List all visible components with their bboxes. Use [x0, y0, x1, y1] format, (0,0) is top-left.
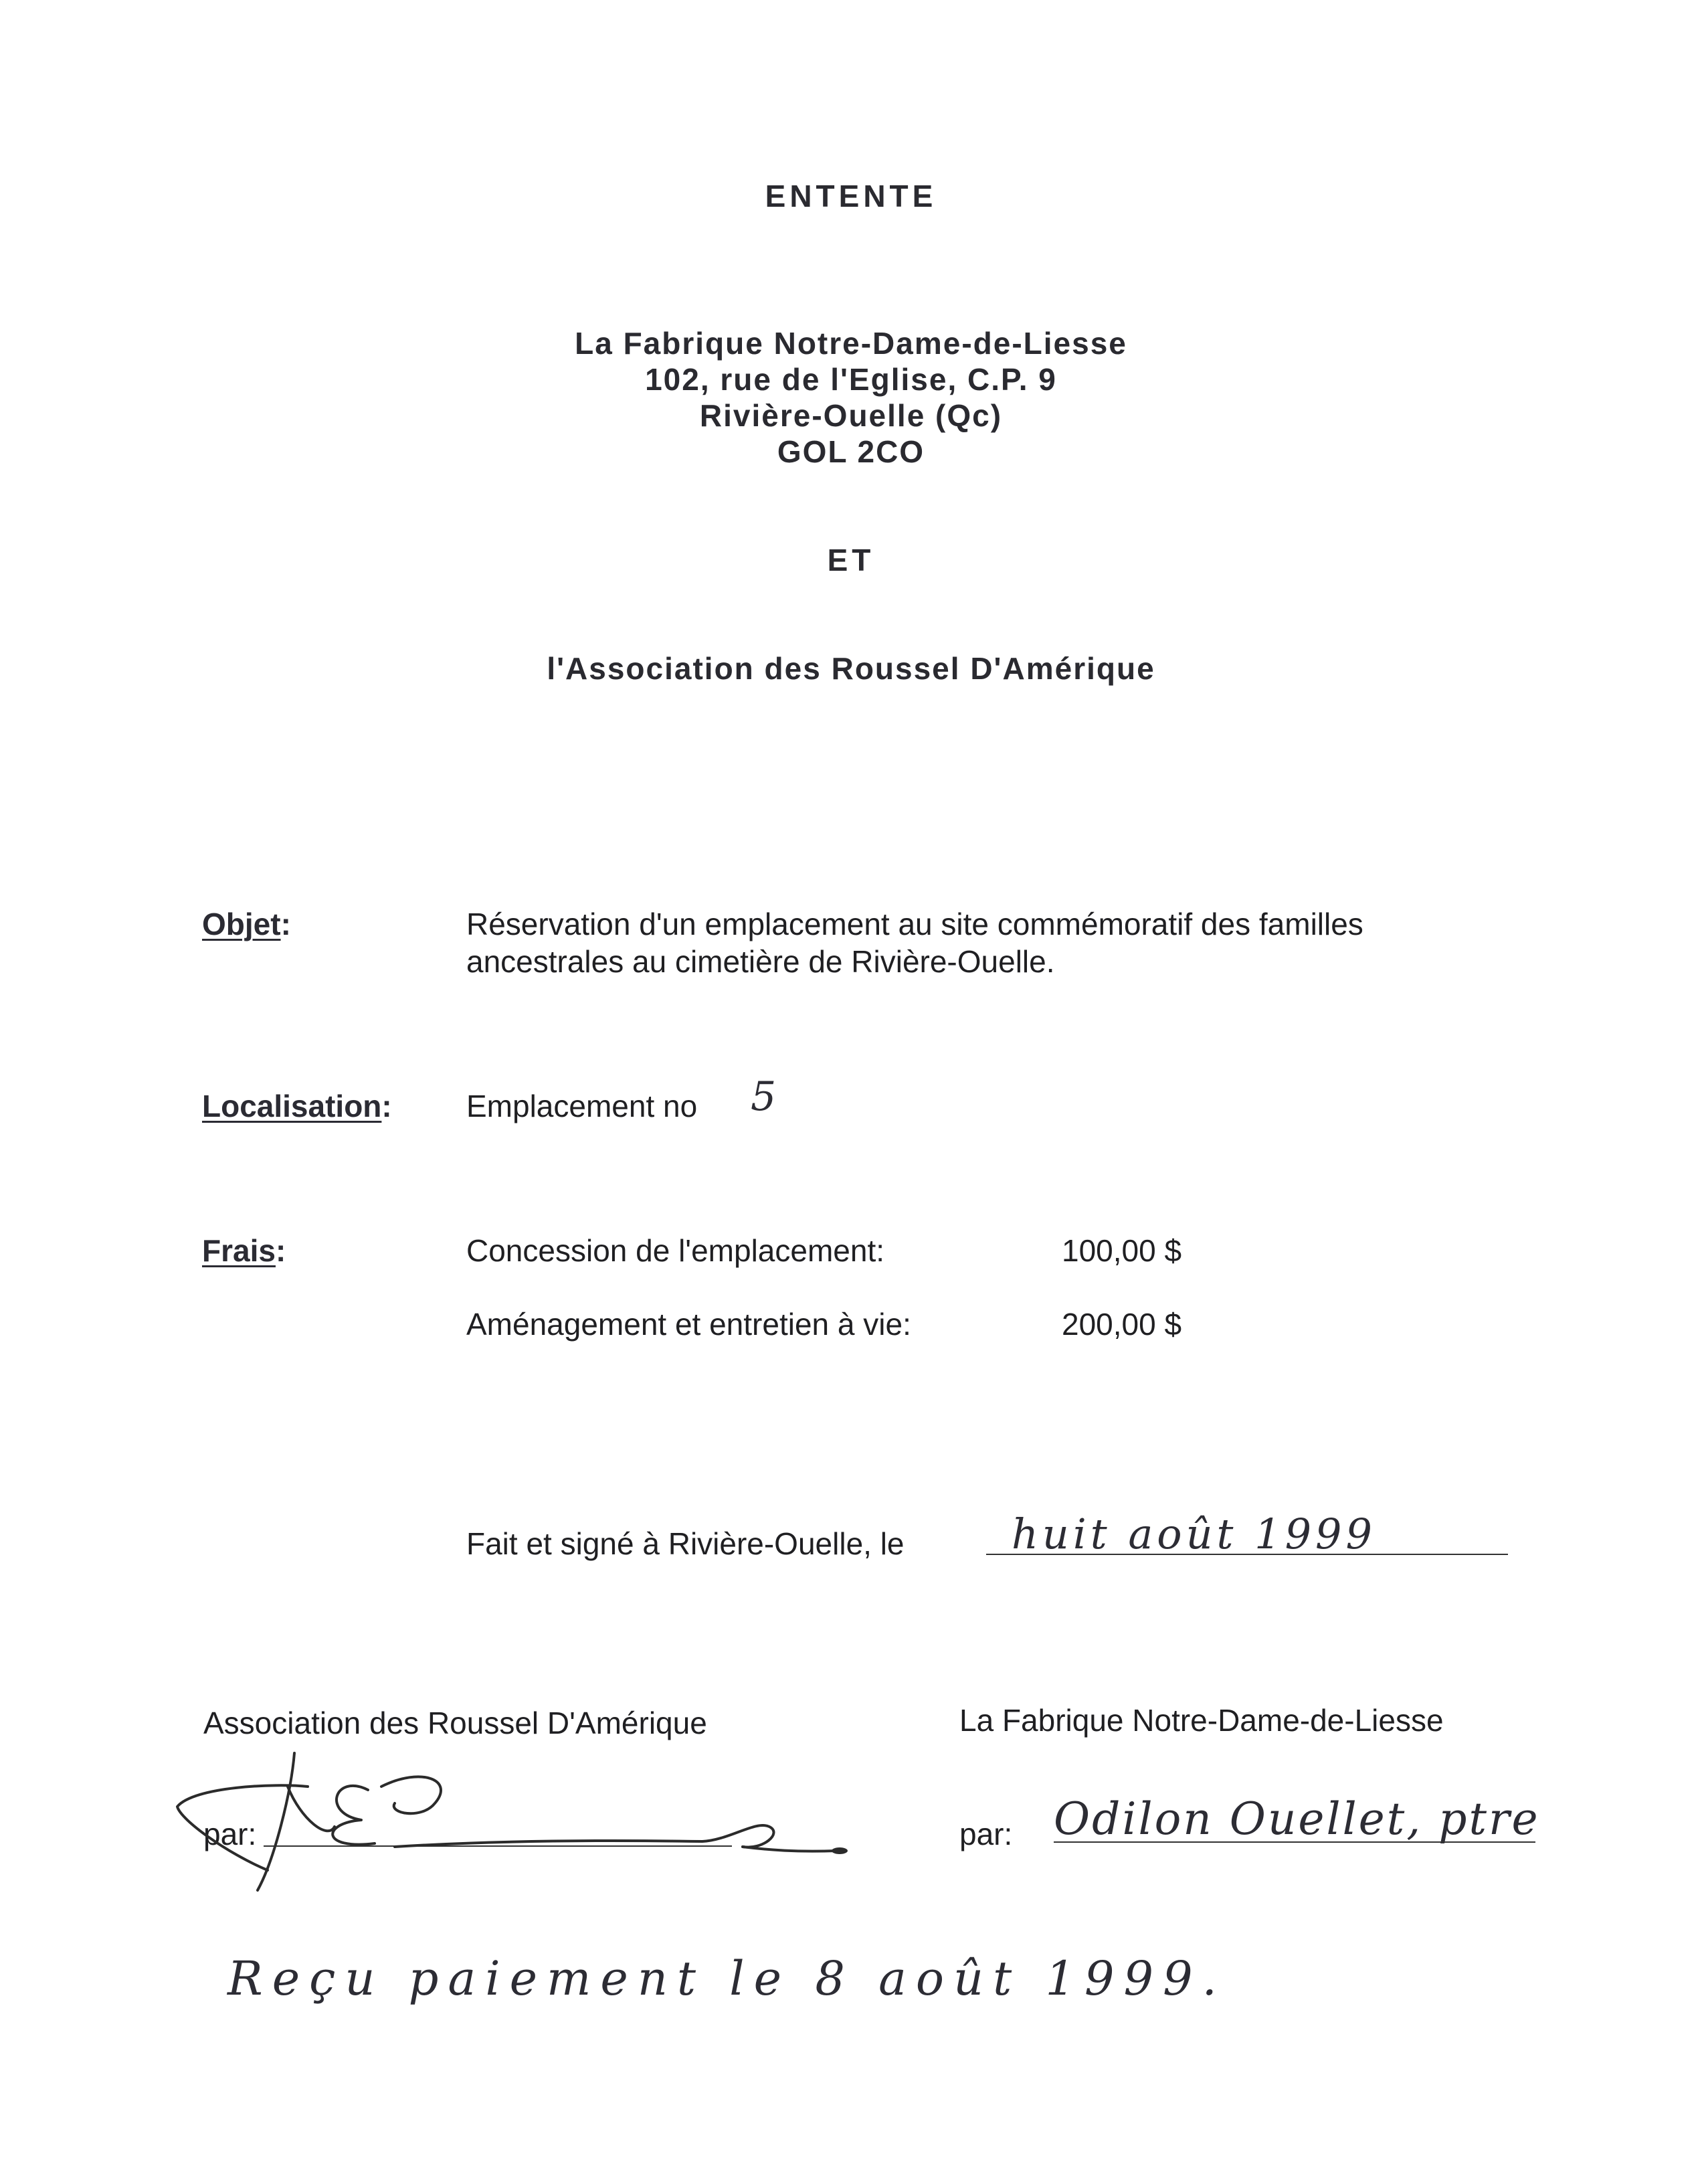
location-colon: :	[381, 1089, 392, 1123]
fee-item-amount: 100,00 $	[1062, 1233, 1182, 1268]
signed-date-handwritten: huit août 1999	[1012, 1510, 1376, 1558]
object-line-1: Réservation d'un emplacement au site commémoratif des familles	[466, 907, 1363, 941]
left-par-label: par:	[203, 1817, 257, 1851]
conjunction: ET	[827, 543, 875, 577]
location-label-group	[202, 1088, 392, 1124]
object-label: Objet	[202, 907, 281, 941]
location-text: Emplacement no	[466, 1089, 698, 1123]
right-par-label: par:	[959, 1817, 1013, 1851]
signed-date-line	[986, 1554, 1508, 1555]
party1-address: 102, rue de l'Eglise, C.P. 9	[645, 362, 1057, 397]
party1-postal-code: GOL 2CO	[777, 434, 925, 469]
fee-item-amount: 200,00 $	[1062, 1307, 1182, 1342]
party1-city: Rivière-Ouelle (Qc)	[699, 398, 1003, 433]
right-signature: Odilon Ouellet, ptre	[1054, 1793, 1540, 1845]
object-line-2: ancestrales au cimetière de Rivière-Ouelle.	[466, 944, 1055, 979]
fees-colon: :	[275, 1233, 286, 1268]
document-title: ENTENTE	[765, 179, 937, 213]
party2-name: l'Association des Roussel D'Amérique	[547, 651, 1155, 686]
left-signature-graphic	[167, 1740, 876, 1900]
right-signatory-org: La Fabrique Notre-Dame-de-Liesse	[959, 1703, 1444, 1738]
fees-label: Frais	[202, 1233, 276, 1268]
fees-label-group	[202, 1233, 286, 1269]
object-colon: :	[280, 907, 291, 941]
location-label: Localisation	[202, 1089, 382, 1123]
object-label-group	[202, 906, 291, 942]
location-number-handwritten: 5	[751, 1073, 777, 1120]
fee-item-label: Aménagement et entretien à vie:	[466, 1307, 911, 1342]
fee-item-label: Concession de l'emplacement:	[466, 1233, 884, 1268]
right-signature-line	[1054, 1841, 1535, 1843]
handwritten-receipt-note: Reçu paiement le 8 août 1999.	[227, 1951, 1226, 2006]
left-signatory-org: Association des Roussel D'Amérique	[203, 1706, 707, 1740]
party1-name: La Fabrique Notre-Dame-de-Liesse	[575, 326, 1127, 361]
signed-at-text: Fait et signé à Rivière-Ouelle, le	[466, 1526, 905, 1561]
